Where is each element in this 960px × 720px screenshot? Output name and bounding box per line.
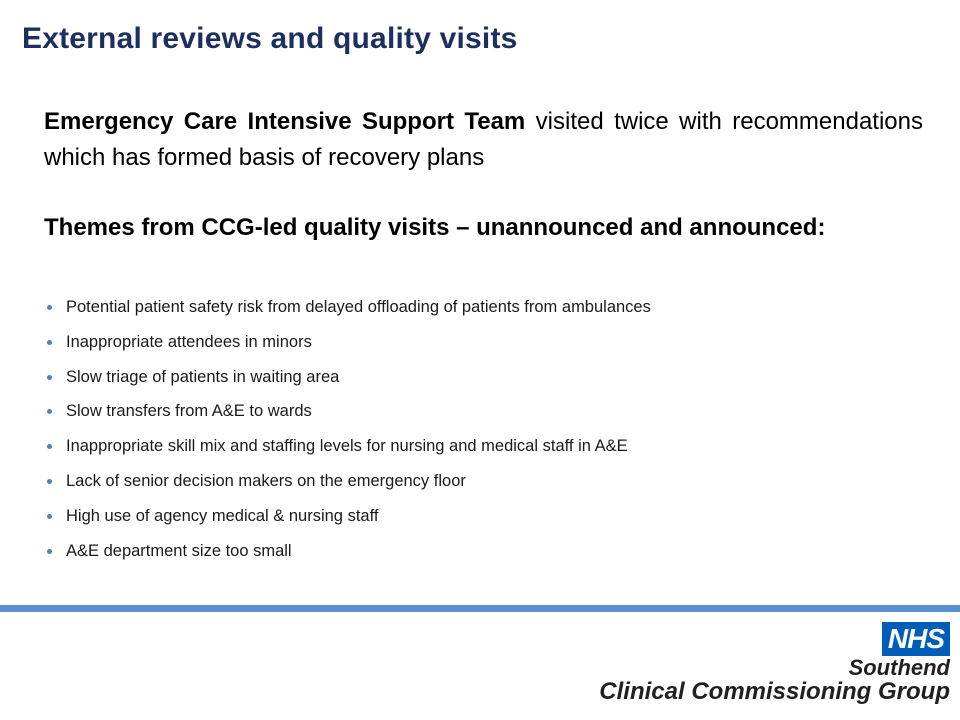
list-item	[44, 464, 944, 499]
list-item	[44, 394, 944, 429]
list-item-text: Slow transfers from A&E to wards	[66, 402, 312, 421]
list-item	[44, 534, 944, 569]
list-item	[44, 360, 944, 395]
list-item	[44, 429, 944, 464]
list-item-text: Inappropriate attendees in minors	[66, 332, 312, 351]
bullet-icon	[47, 375, 52, 380]
list-item-text: High use of agency medical & nursing staff	[66, 506, 379, 525]
list-item	[44, 499, 944, 534]
intro-lead-text: Emergency Care Intensive Support Team	[44, 108, 526, 135]
themes-list	[44, 290, 944, 568]
bullet-icon	[47, 340, 52, 345]
bullet-icon	[47, 305, 52, 310]
list-item-text: Potential patient safety risk from delayed offloading of patients from ambulances	[66, 298, 651, 316]
list-item	[44, 290, 944, 325]
slide-title: External reviews and quality visits	[22, 22, 518, 55]
bullet-icon	[47, 514, 52, 519]
list-item-text: A&E department size too small	[66, 541, 292, 560]
list-item-text: Slow triage of patients in waiting area	[66, 367, 340, 386]
logo-org-name: Southend	[848, 655, 950, 680]
list-item	[44, 325, 944, 360]
intro-rest-text: visited twice with recommendations which has formed basis of recovery plans	[44, 108, 923, 171]
logo-group-name: Clinical Commissioning Group	[599, 678, 950, 705]
themes-heading: Themes from CCG-led quality visits – unannounced and announced:	[44, 214, 826, 241]
bullet-icon	[47, 444, 52, 449]
nhs-badge: NHS	[882, 622, 950, 656]
list-item-text: Inappropriate skill mix and staffing levels for nursing and medical staff in A&E	[66, 437, 628, 456]
footer-divider	[0, 605, 960, 612]
bullet-icon	[47, 409, 52, 414]
intro-paragraph	[44, 104, 923, 176]
nhs-logo	[599, 622, 952, 712]
bullet-icon	[47, 549, 52, 554]
bullet-icon	[47, 479, 52, 484]
list-item-text: Lack of senior decision makers on the emergency floor	[66, 471, 466, 490]
